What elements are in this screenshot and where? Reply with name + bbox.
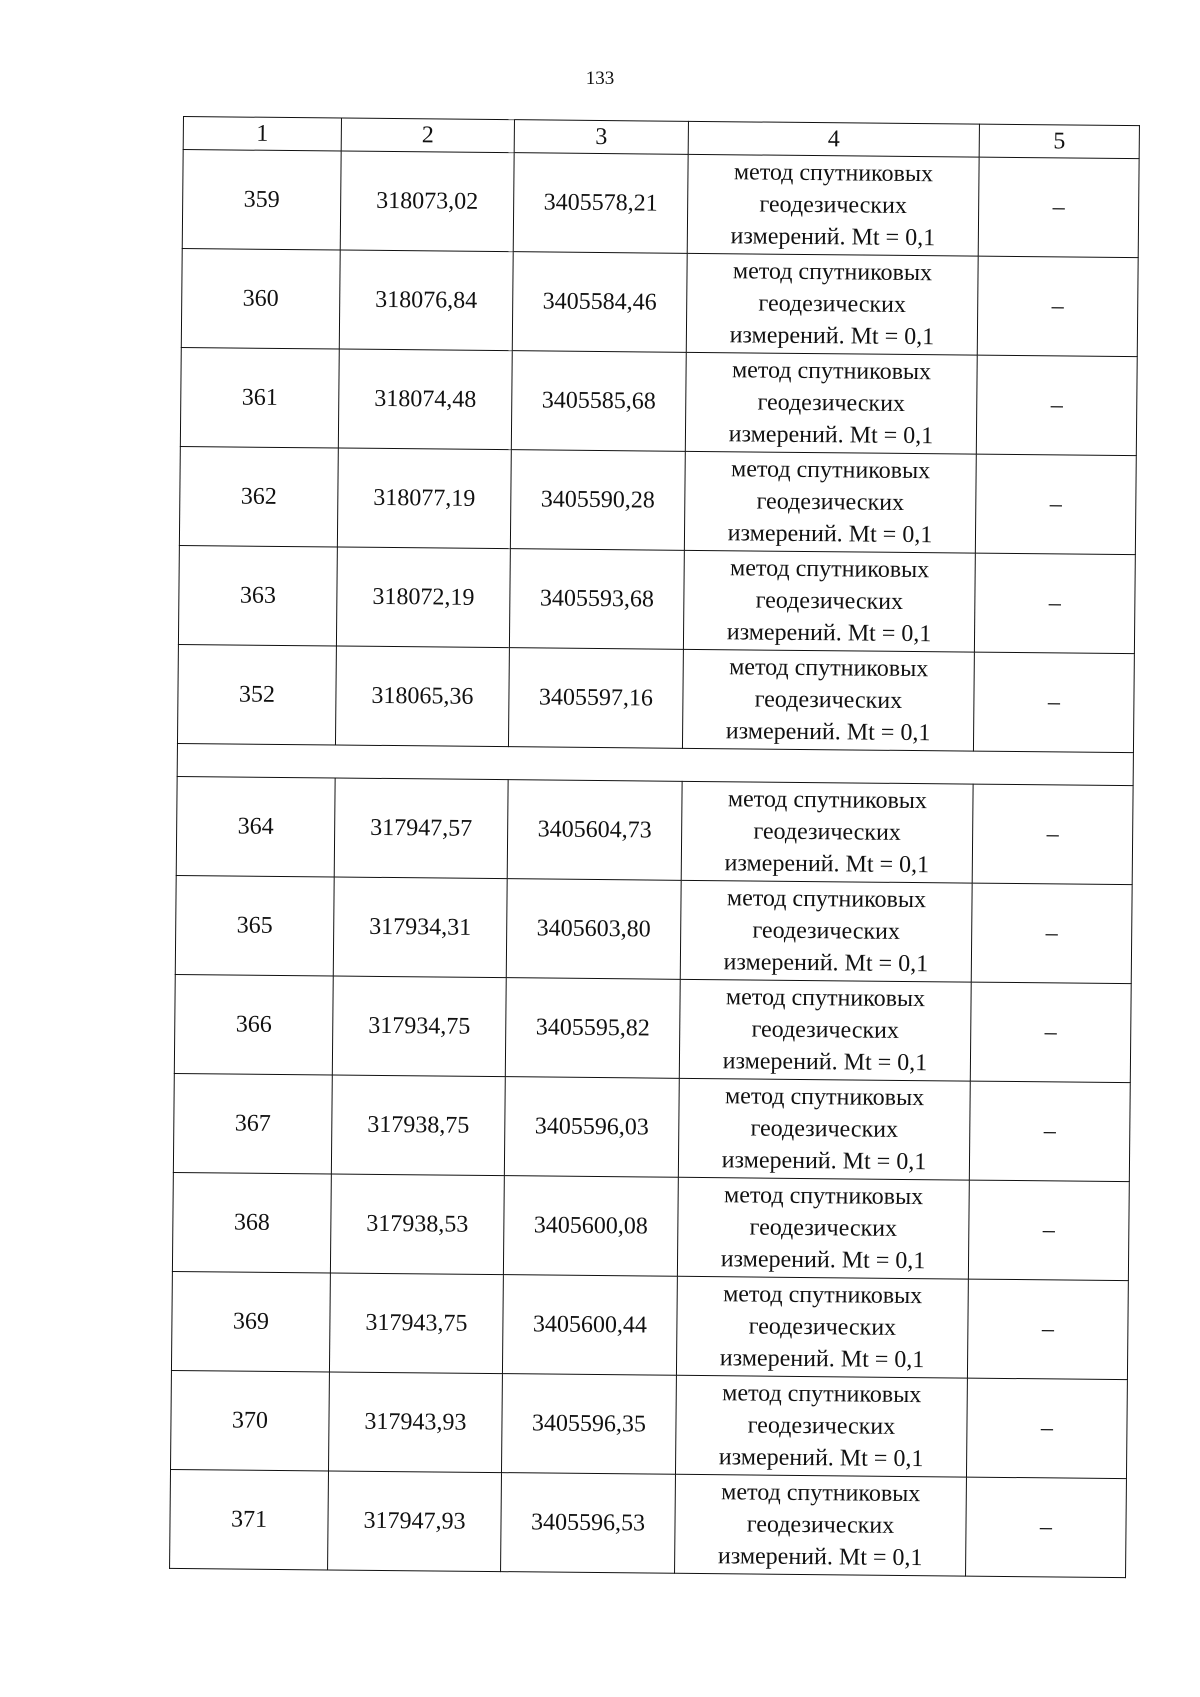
method-line: измерений. Mt = 0,1 (722, 1048, 928, 1077)
x-coordinate-cell: 317934,31 (333, 877, 507, 978)
point-cell: 363 (178, 545, 337, 646)
note-cell: – (972, 784, 1133, 885)
x-coordinate-cell: 317943,93 (329, 1372, 503, 1473)
y-coordinate-cell: 3405590,28 (510, 450, 685, 551)
method-line: метод спутниковых (727, 786, 928, 815)
table-row (173, 1073, 1130, 1181)
y-coordinate-cell: 3405596,53 (501, 1473, 676, 1574)
method-line: метод спутниковых (732, 258, 933, 287)
method-cell (675, 1375, 967, 1477)
method-line: геодезических (746, 1511, 895, 1539)
note-cell: – (973, 652, 1134, 753)
method-line: измерений. Mt = 0,1 (727, 520, 933, 549)
coordinates-table (169, 116, 1140, 1578)
x-coordinate-cell: 317947,93 (328, 1471, 502, 1572)
method-cell (680, 880, 972, 982)
method-line: метод спутниковых (721, 1479, 921, 1508)
method-cell (678, 1078, 970, 1180)
method-cell (679, 979, 971, 1081)
x-coordinate-cell: 317934,75 (332, 976, 506, 1077)
y-coordinate-cell: 3405600,08 (503, 1176, 678, 1277)
method-cell (676, 1276, 968, 1378)
note-cell: – (977, 256, 1138, 357)
point-cell: 361 (180, 347, 339, 448)
method-line: геодезических (749, 1214, 898, 1242)
method-line: метод спутниковых (731, 357, 932, 386)
table-row (171, 1370, 1128, 1478)
x-coordinate-cell: 318072,19 (336, 547, 510, 648)
x-coordinate-cell: 318077,19 (337, 448, 511, 549)
method-line: измерений. Mt = 0,1 (717, 1543, 923, 1572)
point-cell: 371 (170, 1469, 329, 1570)
method-line: измерений. Mt = 0,1 (728, 421, 934, 450)
point-cell: 369 (171, 1271, 330, 1372)
y-coordinate-cell: 3405585,68 (511, 351, 686, 452)
point-cell: 364 (176, 776, 335, 877)
note-cell: – (966, 1477, 1127, 1578)
method-cell (684, 451, 976, 553)
method-line: метод спутниковых (722, 1380, 922, 1409)
method-line: метод спутниковых (729, 555, 930, 584)
note-cell: – (976, 355, 1137, 456)
point-cell: 360 (181, 248, 340, 349)
table-body (170, 150, 1140, 1578)
method-line: измерений. Mt = 0,1 (730, 223, 936, 252)
x-coordinate-cell: 318074,48 (338, 349, 512, 450)
method-line: измерений. Mt = 0,1 (725, 718, 931, 747)
point-cell: 370 (171, 1370, 330, 1471)
y-coordinate-cell: 3405595,82 (505, 978, 680, 1079)
method-line: геодезических (758, 290, 907, 318)
method-line: геодезических (753, 818, 901, 846)
method-line: геодезических (751, 1016, 900, 1044)
y-coordinate-cell: 3405593,68 (509, 549, 684, 650)
table-row (182, 150, 1139, 258)
method-line: геодезических (755, 587, 904, 615)
table-row (181, 248, 1138, 356)
table-row (171, 1271, 1128, 1379)
point-cell: 366 (174, 974, 333, 1075)
note-cell: – (966, 1378, 1127, 1479)
y-coordinate-cell: 3405603,80 (506, 879, 681, 980)
method-line: измерений. Mt = 0,1 (723, 949, 929, 978)
header-cell: 3 (514, 120, 688, 155)
method-cell (675, 1474, 967, 1576)
x-coordinate-cell: 317947,57 (334, 778, 508, 879)
method-line: метод спутниковых (723, 1281, 923, 1310)
y-coordinate-cell: 3405584,46 (512, 252, 687, 353)
note-cell: – (967, 1279, 1128, 1380)
note-cell: – (978, 157, 1139, 258)
method-cell (683, 550, 975, 652)
y-coordinate-cell: 3405596,35 (501, 1374, 676, 1475)
point-cell: 367 (173, 1073, 332, 1174)
table-row (175, 875, 1132, 983)
table-row (179, 446, 1136, 554)
page-number: 133 (585, 68, 615, 89)
y-coordinate-cell: 3405597,16 (508, 648, 683, 749)
y-coordinate-cell: 3405600,44 (502, 1275, 677, 1376)
point-cell: 365 (175, 875, 334, 976)
y-coordinate-cell: 3405578,21 (513, 153, 688, 254)
method-line: геодезических (756, 488, 905, 516)
header-cell: 1 (183, 117, 341, 152)
table-row (170, 1469, 1127, 1577)
header-cell: 2 (341, 118, 514, 153)
y-coordinate-cell: 3405604,73 (507, 780, 682, 881)
method-cell (681, 781, 973, 883)
method-line: метод спутниковых (729, 654, 929, 683)
method-cell (686, 253, 978, 355)
method-line: геодезических (747, 1412, 896, 1440)
note-cell: – (969, 1081, 1130, 1182)
method-cell (685, 352, 977, 454)
table-row (176, 776, 1133, 884)
method-line: измерений. Mt = 0,1 (729, 322, 935, 351)
method-line: измерений. Mt = 0,1 (726, 619, 932, 648)
method-line: измерений. Mt = 0,1 (719, 1345, 925, 1374)
table-row (174, 974, 1131, 1082)
note-cell: – (975, 454, 1136, 555)
method-line: геодезических (750, 1115, 899, 1143)
method-line: геодезических (752, 917, 901, 945)
method-line: геодезических (754, 686, 903, 714)
x-coordinate-cell: 318065,36 (335, 646, 509, 747)
method-line: геодезических (759, 191, 908, 219)
point-cell: 352 (177, 644, 336, 745)
note-cell: – (970, 982, 1131, 1083)
y-coordinate-cell: 3405596,03 (504, 1077, 679, 1178)
x-coordinate-cell: 318073,02 (340, 151, 514, 252)
method-line: измерений. Mt = 0,1 (718, 1444, 924, 1473)
x-coordinate-cell: 318076,84 (339, 250, 513, 351)
method-line: метод спутниковых (730, 456, 931, 485)
note-cell: – (971, 883, 1132, 984)
method-line: геодезических (748, 1313, 897, 1341)
method-line: метод спутниковых (733, 159, 934, 188)
method-cell (677, 1177, 969, 1279)
header-cell: 5 (979, 124, 1139, 159)
method-line: метод спутниковых (723, 1182, 924, 1211)
method-line: измерений. Mt = 0,1 (721, 1147, 927, 1176)
method-cell (682, 649, 974, 751)
x-coordinate-cell: 317943,75 (329, 1273, 503, 1374)
point-cell: 368 (172, 1172, 331, 1273)
method-line: геодезических (757, 389, 906, 417)
note-cell: – (974, 553, 1135, 654)
header-cell: 4 (688, 121, 979, 157)
table-row (172, 1172, 1129, 1280)
point-cell: 359 (182, 150, 341, 251)
point-cell: 362 (179, 446, 338, 547)
x-coordinate-cell: 317938,53 (330, 1174, 504, 1275)
x-coordinate-cell: 317938,75 (331, 1075, 505, 1176)
table-row (180, 347, 1137, 455)
method-cell (687, 154, 979, 256)
method-line: измерений. Mt = 0,1 (720, 1246, 926, 1275)
table-row (178, 545, 1135, 653)
method-line: метод спутниковых (725, 984, 926, 1013)
method-line: метод спутниковых (726, 885, 927, 914)
note-cell: – (968, 1180, 1129, 1281)
method-line: метод спутниковых (724, 1083, 925, 1112)
method-line: измерений. Mt = 0,1 (724, 850, 930, 879)
table-row (177, 644, 1134, 752)
